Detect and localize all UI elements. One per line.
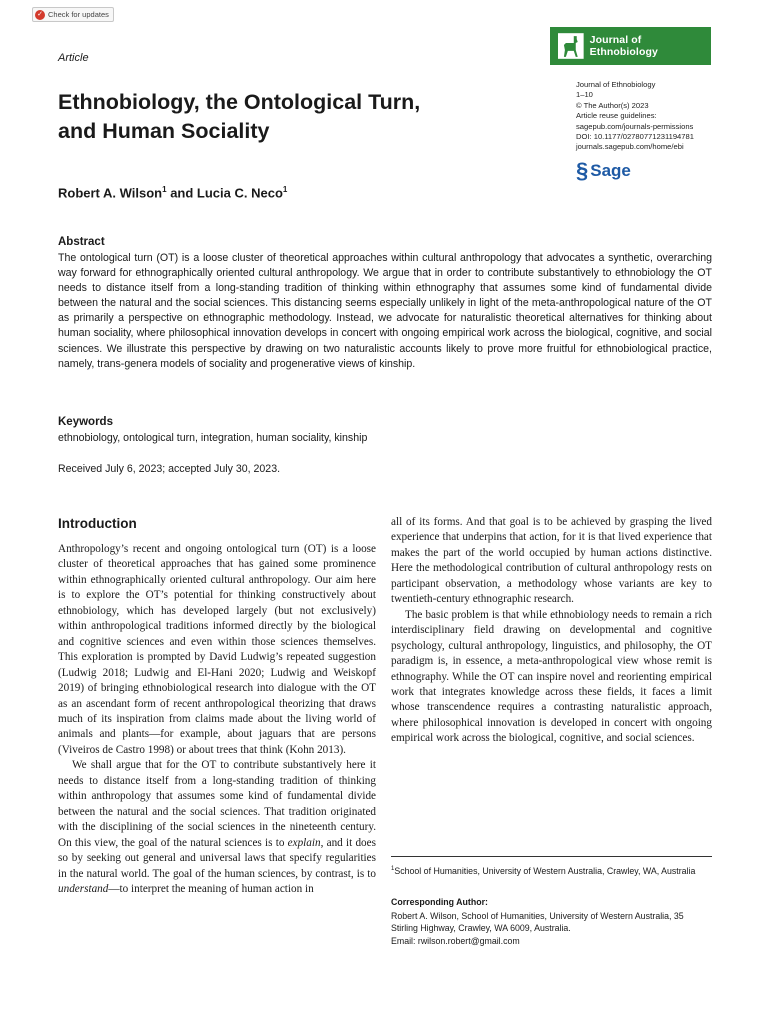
llama-icon: [558, 33, 584, 59]
corresponding-line-1: Robert A. Wilson, School of Humanities, University of Western Australia, 35: [391, 911, 684, 921]
corresponding-line-2: Stirling Highway, Crawley, WA 6009, Australia.: [391, 923, 571, 934]
footnote-text: School of Humanities, University of Western Australia, Crawley, WA, Australia: [394, 865, 696, 876]
corresponding-author-heading: Corresponding Author:: [391, 897, 488, 907]
meta-journal: Journal of Ethnobiology: [576, 80, 656, 89]
body-column-right: [391, 515, 712, 747]
meta-reuse-label: Article reuse guidelines:: [576, 111, 657, 121]
check-for-updates-badge[interactable]: [32, 7, 114, 22]
meta-permissions-link[interactable]: sagepub.com/journals-permissions: [576, 121, 694, 131]
keywords-heading: Keywords: [58, 416, 113, 428]
article-metadata: [576, 80, 694, 153]
meta-doi[interactable]: DOI: 10.1177/02780771231194781: [576, 132, 694, 142]
meta-journal-link[interactable]: journals.sagepub.com/home/ebi: [576, 142, 684, 152]
sage-s-icon: §: [576, 158, 589, 183]
update-check-icon: ✓: [35, 10, 45, 20]
corresponding-email[interactable]: Email: rwilson.robert@gmail.com: [391, 935, 520, 946]
meta-pages: 1–10: [576, 90, 593, 100]
keywords-text: ethnobiology, ontological turn, integration, human sociality, kinship: [58, 432, 368, 444]
sage-logo-text: Sage: [590, 161, 631, 180]
intro-paragraph-1: Anthropology’s recent and ongoing ontological turn (OT) is a loose cluster of theoretical approaches that has gained some prominence within ethnographically oriented cultural anthropology. Our aim here is to explore the OT’s potential for thinking constructively about ethnobiology, which has developed largely (but not exclusively) within anthropological traditions informed directly by the biological and cognitive sciences and even within those sciences themselves. This exploration is prompted by David Ludwig’s repeated suggestion (Ludwig 2018; Ludwig and El-Hani 2020; Ludwig and Weiskopf 2019) of bringing ethnobiological research into dialogue with the OT as an ascendant form of recent anthropological theorizing that draws much of its inspiration from claims made about the living world of animals and plants—for example, about jaguars that are persons (Viveiros de Castro 1998) or about trees that think (Kohn 2013).: [58, 543, 376, 756]
title-line-2: and Human Sociality: [58, 119, 270, 143]
article-type-label: Article: [58, 52, 89, 64]
p2-emphasis-explain: explain: [287, 836, 321, 849]
p2-text-c: —to interpret the meaning of human action in: [108, 882, 314, 895]
corresponding-author-details: [391, 910, 721, 947]
footnote-divider: [391, 856, 712, 857]
journal-logo-text: Journal of Ethnobiology: [589, 34, 658, 58]
author-join: and: [166, 185, 197, 201]
abstract-heading: Abstract: [58, 236, 105, 248]
p2-text-a: We shall argue that for the OT to contribute substantively here it needs to distance itself from a long-standing tradition of thinking within anthropology that assumes some kind of fundamental divide between the natural and the social sciences. That tradition originated with the disciplining of the social sciences in the nineteenth century. On this view, the goal of the natural sciences is to: [58, 759, 376, 849]
affiliation-footnote: [391, 863, 712, 877]
p2-text-b: , and it does so by seeking out general and universal laws that specify regularities in the natural world. The goal of the human sciences, by contrast, is to: [58, 836, 376, 880]
journal-logo[interactable]: [550, 27, 711, 65]
author-1-affiliation: 1: [162, 185, 167, 194]
intro-paragraph-3: The basic problem is that while ethnobiology needs to remain a rich interdisciplinary field drawing on developmental and cognitive psychology, cultural anthropology, linguistics, and philosophy, the OT paradigm is, in essence, a meta-anthropological view whose remit is ethnography. While the OT can inspire novel and reorienting empirical work that integrates knowledge across these fields, it faces a limit whose transcendence requires a contrasting naturalistic approach, where philosophical innovation is developed in concert with ongoing empirical work across the biological, cognitive, and social sciences.: [391, 608, 712, 745]
author-2-affiliation: 1: [282, 185, 288, 194]
footnote-marker: 1: [391, 866, 395, 872]
p2-emphasis-understand: understand: [58, 882, 109, 895]
article-title: [58, 88, 538, 146]
title-line-1: Ethnobiology, the Ontological Turn,: [58, 90, 421, 114]
author-list: [58, 185, 287, 200]
intro-paragraph-2: [58, 758, 376, 897]
introduction-heading: Introduction: [58, 516, 137, 531]
abstract-text: The ontological turn (OT) is a loose cluster of theoretical approaches within cultural anthropology that advocates a synthetic, overarching way forward for ethnographically oriented cultural anthropology. We argue that in order to contribute substantively to ethnobiology the OT needs to distance itself from a long-standing tradition of thinking within ethnography that assumes some kind of fundamental divide between the natural and the social sciences. This distancing seems especially unlikely in light of the meta-anthropological nature of the OT as primarily a perspective on ethnographic methodology. Instead, we advocate for naturalistic theoretical alternatives for thinking about human sociality, where philosophical innovation develops in concert with ongoing empirical work across the biological, cognitive, and social sciences. We illustrate this perspective by drawing on two naturalistic accounts likely to prove more fruitful for ethnobiological practice, namely, trans-genera models of sociality and progenerative views of kinship.: [58, 252, 712, 370]
check-for-updates-label: Check for updates: [48, 10, 109, 19]
author-1: Robert A. Wilson: [58, 185, 163, 201]
author-2: Lucia C. Neco: [196, 185, 283, 201]
body-column-left: [58, 542, 376, 897]
received-dates: Received July 6, 2023; accepted July 30, 2023.: [58, 463, 281, 475]
intro-paragraph-2-continued: all of its forms. And that goal is to be achieved by grasping the lived experience that underpins that action, for it is that lived experience that makes the part of the world occupied by human actions distinctive. Here the methodological contribution of cultural anthropology rests on participant observation, a methodology whose variants are key to twentieth-century ethnographic research.: [391, 516, 712, 606]
meta-copyright: © The Author(s) 2023: [576, 100, 649, 110]
sage-logo[interactable]: [576, 158, 631, 184]
